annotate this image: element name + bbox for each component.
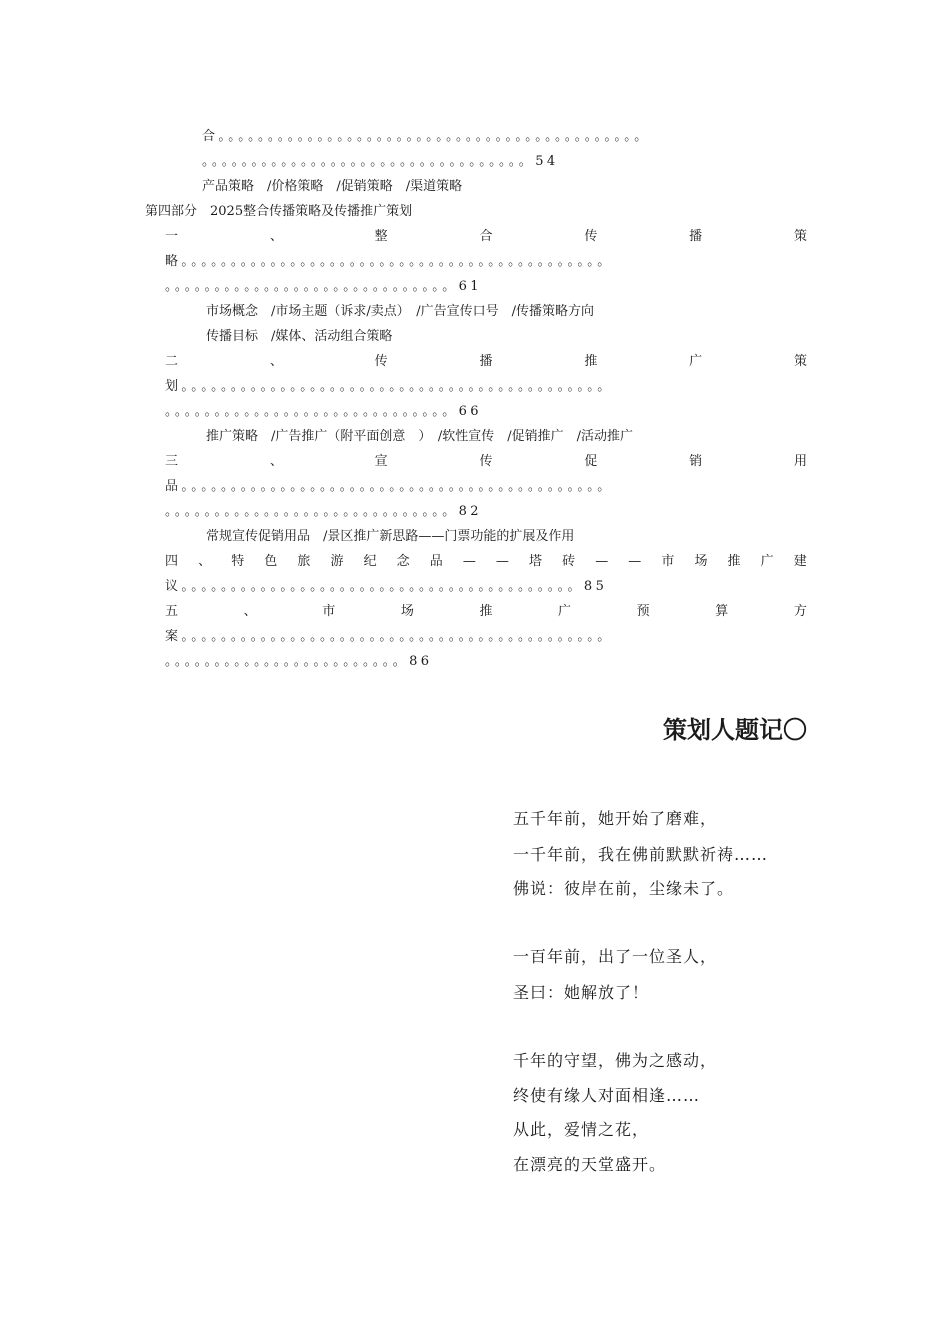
toc-char: 推 bbox=[727, 554, 741, 569]
poem-line: 五千年前，她开始了磨难， bbox=[513, 809, 718, 828]
toc-char: 播 bbox=[689, 229, 703, 244]
toc-char: 宣 bbox=[374, 454, 388, 469]
toc-char: 广 bbox=[689, 354, 703, 369]
toc-char: 纪 bbox=[363, 554, 377, 569]
toc-char: 合 bbox=[479, 229, 493, 244]
toc-char: 建 bbox=[793, 554, 807, 569]
toc-char: 传 bbox=[479, 454, 493, 469]
toc-line: 议。。。。。。。。。。。。。。。。。。。。。。。。。。。。。。。。。。。。。。。。85 bbox=[165, 579, 608, 594]
toc-char: 传 bbox=[374, 354, 388, 369]
toc-char: 策 bbox=[793, 354, 807, 369]
toc-char: 一 bbox=[165, 229, 179, 244]
poem-line: 一千年前，我在佛前默默祈祷…… bbox=[513, 845, 769, 864]
toc-line: 。。。。。。。。。。。。。。。。。。。。。。。。。。。。。66 bbox=[165, 404, 482, 419]
toc-char: 旅 bbox=[297, 554, 311, 569]
toc-char: — bbox=[628, 554, 642, 569]
toc-line: 案。。。。。。。。。。。。。。。。。。。。。。。。。。。。。。。。。。。。。。。。。。。 bbox=[165, 629, 614, 644]
toc-char: 预 bbox=[636, 604, 650, 619]
toc-line: 。。。。。。。。。。。。。。。。。。。。。。。。86 bbox=[165, 654, 433, 669]
toc-line: 。。。。。。。。。。。。。。。。。。。。。。。。。。。。。。。。。54 bbox=[202, 154, 559, 169]
toc-line: 略。。。。。。。。。。。。。。。。。。。。。。。。。。。。。。。。。。。。。。。。。。。 bbox=[165, 254, 614, 269]
toc-char: 、 bbox=[243, 604, 257, 619]
toc-entry-title bbox=[165, 453, 807, 471]
toc-line: 。。。。。。。。。。。。。。。。。。。。。。。。。。。。。82 bbox=[165, 504, 482, 519]
toc-char: — bbox=[495, 554, 509, 569]
toc-line: 合。。。。。。。。。。。。。。。。。。。。。。。。。。。。。。。。。。。。。。。。。。。 bbox=[202, 129, 651, 144]
toc-entry-title bbox=[165, 603, 807, 621]
toc-char: 二 bbox=[165, 354, 179, 369]
toc-subitems: 传播目标 /媒体、活动组合策略 bbox=[206, 329, 393, 344]
poem-line: 一百年前，出了一位圣人， bbox=[513, 947, 718, 966]
toc-char: 特 bbox=[231, 554, 245, 569]
toc-char: 传 bbox=[584, 229, 598, 244]
toc-line: 。。。。。。。。。。。。。。。。。。。。。。。。。。。。。61 bbox=[165, 279, 482, 294]
toc-subitems: 产品策略 /价格策略 /促销策略 /渠道策略 bbox=[202, 179, 463, 194]
toc-char: 场 bbox=[694, 554, 708, 569]
toc-char: — bbox=[595, 554, 609, 569]
toc-char: 五 bbox=[165, 604, 179, 619]
toc-char: 市 bbox=[322, 604, 336, 619]
toc-line: 划。。。。。。。。。。。。。。。。。。。。。。。。。。。。。。。。。。。。。。。。。。。 bbox=[165, 379, 614, 394]
toc-subitems: 市场概念 /市场主题（诉求/卖点） /广告宣传口号 /传播策略方向 bbox=[206, 304, 595, 319]
toc-char: 推 bbox=[479, 604, 493, 619]
toc-char: 品 bbox=[429, 554, 443, 569]
toc-char: 销 bbox=[689, 454, 703, 469]
toc-char: 方 bbox=[793, 604, 807, 619]
toc-char: 、 bbox=[269, 354, 283, 369]
toc-entry-title bbox=[165, 228, 807, 246]
toc-char: 游 bbox=[330, 554, 344, 569]
toc-line: 品。。。。。。。。。。。。。。。。。。。。。。。。。。。。。。。。。。。。。。。。。。。 bbox=[165, 479, 614, 494]
toc-char: 砖 bbox=[562, 554, 576, 569]
toc-char: 三 bbox=[165, 454, 179, 469]
toc-char: 念 bbox=[396, 554, 410, 569]
toc-char: 推 bbox=[584, 354, 598, 369]
poem-line: 千年的守望，佛为之感动， bbox=[513, 1051, 718, 1070]
poem-line: 从此，爱情之花， bbox=[513, 1120, 650, 1139]
toc-subitems: 常规宣传促销用品 /景区推广新思路——门票功能的扩展及作用 bbox=[206, 529, 575, 544]
toc-char: 策 bbox=[793, 229, 807, 244]
toc-char: 色 bbox=[264, 554, 278, 569]
part-heading: 第四部分 2025整合传播策略及传播推广策划 bbox=[145, 204, 413, 219]
toc-char: 、 bbox=[269, 229, 283, 244]
toc-char: 、 bbox=[269, 454, 283, 469]
toc-char: 广 bbox=[760, 554, 774, 569]
poem-line: 在漂亮的天堂盛开。 bbox=[513, 1155, 667, 1174]
toc-char: — bbox=[462, 554, 476, 569]
toc-char: 四 bbox=[165, 554, 179, 569]
toc-char: 整 bbox=[374, 229, 388, 244]
toc-char: 市 bbox=[661, 554, 675, 569]
toc-char: 播 bbox=[479, 354, 493, 369]
toc-char: 、 bbox=[198, 554, 212, 569]
toc-char: 广 bbox=[558, 604, 572, 619]
toc-char: 促 bbox=[584, 454, 598, 469]
toc-char: 算 bbox=[715, 604, 729, 619]
poem-line: 终使有缘人对面相逢…… bbox=[513, 1086, 701, 1105]
toc-char: 塔 bbox=[529, 554, 543, 569]
toc-entry-title bbox=[165, 353, 807, 371]
toc-entry-title bbox=[165, 553, 807, 571]
toc-char: 用 bbox=[793, 454, 807, 469]
section-title: 策划人题记〇 bbox=[663, 716, 807, 744]
poem-line: 佛说：彼岸在前，尘缘未了。 bbox=[513, 879, 735, 898]
poem-line: 圣曰：她解放了！ bbox=[513, 983, 650, 1002]
toc-char: 场 bbox=[400, 604, 414, 619]
toc-subitems: 推广策略 /广告推广（附平面创意 ） /软性宣传 /促销推广 /活动推广 bbox=[206, 429, 634, 444]
